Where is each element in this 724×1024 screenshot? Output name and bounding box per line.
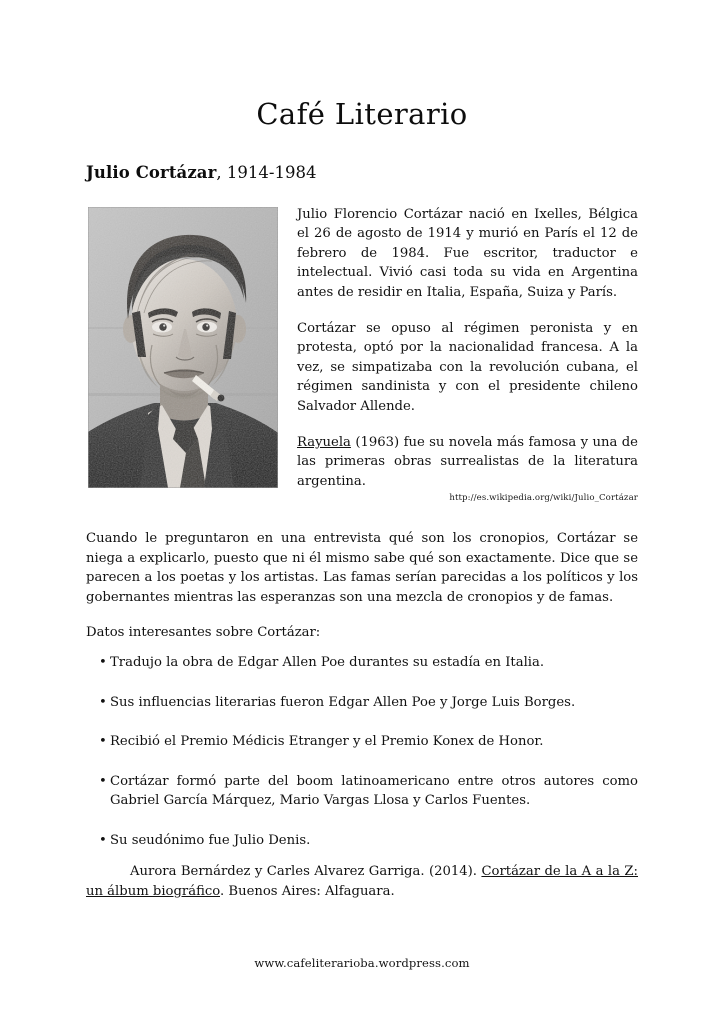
footer-website-url: www.cafeliterarioba.wordpress.com bbox=[254, 956, 470, 970]
portrait-photo bbox=[88, 207, 278, 488]
page-title: Café Literario bbox=[256, 97, 468, 132]
cronopios-paragraph: Cuando le preguntaron en una entrevista qué son los cronopios, Cortázar se niega a explicarlo, puesto que ni él mismo sabe qué son exactamente. Dice que se parecen a los poetas y los artistas. Las famas serían parecidas a los políticos y los gobernantes mientras las esperanzas son una mezcla de cronopios y de famas. bbox=[86, 531, 638, 605]
bibliographic-citation bbox=[86, 862, 638, 902]
portrait-image bbox=[88, 207, 278, 488]
list-item bbox=[86, 732, 638, 752]
list-item-label: Sus influencias literarias fueron Edgar Allen Poe y Jorge Luis Borges. bbox=[110, 694, 576, 710]
intro-paragraph-3 bbox=[297, 433, 638, 491]
bullet-icon: • bbox=[99, 832, 107, 848]
list-item bbox=[86, 653, 638, 673]
intro-column bbox=[297, 205, 638, 491]
subject-years: , 1914-1984 bbox=[216, 163, 317, 182]
list-item-label: Cortázar formó parte del boom latinoamericano entre otros autores como Gabriel García Márquez, Mario Vargas Llosa y Carlos Fuentes. bbox=[110, 773, 638, 809]
bullet-icon: • bbox=[99, 694, 107, 710]
rayuela-description: (1963) fue su novela más famosa y una de las primeras obras surrealistas de la literatura argentina. bbox=[297, 435, 638, 489]
citation-publication: . Buenos Aires: Alfaguara. bbox=[220, 884, 395, 899]
list-item bbox=[86, 831, 638, 851]
bullet-icon: • bbox=[99, 773, 107, 789]
list-item-label: Su seudónimo fue Julio Denis. bbox=[110, 832, 311, 848]
list-item-label: Recibió el Premio Médicis Etranger y el Premio Konex de Honor. bbox=[110, 734, 544, 750]
list-item bbox=[86, 693, 638, 713]
citation-authors: Aurora Bernárdez y Carles Alvarez Garriga. (2014). bbox=[130, 864, 482, 879]
citation-work-title: Cortázar de la A a la Z: un álbum biográfico bbox=[86, 864, 638, 899]
rayuela-title: Rayuela bbox=[297, 435, 351, 451]
list-item bbox=[86, 772, 638, 811]
cronopios-section bbox=[86, 529, 638, 607]
bullet-icon: • bbox=[99, 734, 107, 750]
facts-list bbox=[86, 653, 638, 851]
subject-heading bbox=[86, 163, 316, 182]
subject-name: Julio Cortázar bbox=[86, 163, 217, 182]
list-item-label: Tradujo la obra de Edgar Allen Poe durantes su estadía en Italia. bbox=[110, 655, 545, 670]
bullet-icon: • bbox=[99, 655, 107, 670]
intro-paragraph-1: Julio Florencio Cortázar nació en Ixelles, Bélgica el 26 de agosto de 1914 y murió en París el 12 de febrero de 1984. Fue escritor, traductor e intelectual. Vivió casi toda su vida en Argentina antes de residir en Italia, España, Suiza y París. bbox=[297, 207, 638, 300]
photo-source-caption: http://es.wikipedia.org/wiki/Julio_Cortázar bbox=[449, 493, 638, 503]
intro-paragraph-2: Cortázar se opuso al régimen peronista y en protesta, optó por la nacionalidad francesa. A la vez, se simpatizaba con la revolución cubana, el régimen sandinista y con el presidente chileno Salvador Allende. bbox=[297, 321, 638, 414]
facts-list-intro: Datos interesantes sobre Cortázar: bbox=[86, 625, 321, 640]
